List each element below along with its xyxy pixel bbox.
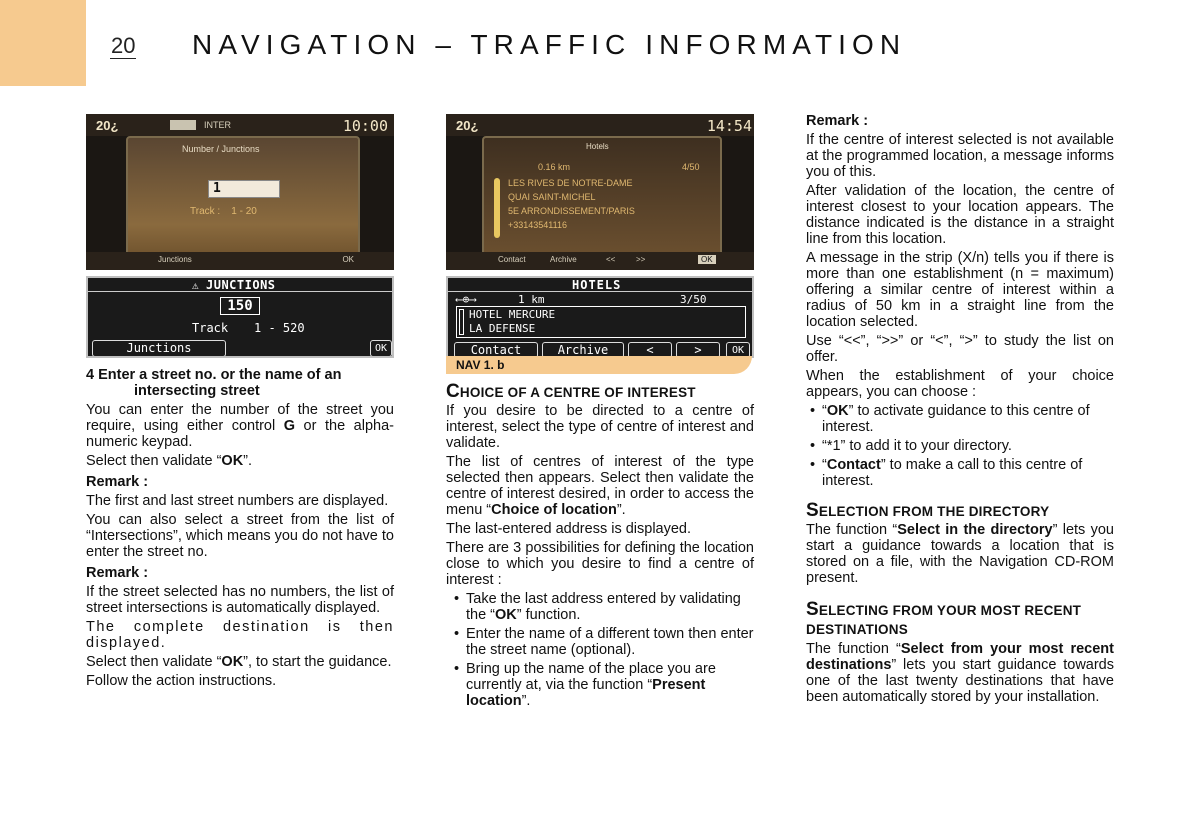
distance-text: 0.16 km — [538, 162, 571, 172]
section-heading: SELECTION FROM THE DIRECTORY — [806, 500, 1050, 521]
paragraph: When the establishment of your choice appears, you can choose : — [806, 368, 1114, 400]
list-item: • Enter the name of a different town then enter the street name (optional). — [454, 626, 754, 658]
count-text: 4/50 — [682, 162, 700, 172]
paragraph: After validation of the location, the centre of interest closest to your location appears. The distance indicated is the distance in a straight line from this location. — [806, 183, 1114, 247]
results-box[interactable] — [456, 306, 746, 338]
paragraph: Use “<<”, “>>” or “<”, “>” to study the list on offer. — [806, 333, 1114, 365]
result-line: LES RIVES DE NOTRE-DAME — [508, 178, 633, 188]
page-number: 20 — [111, 33, 136, 58]
contact-button[interactable]: Contact — [454, 342, 538, 358]
result-line: QUAI SAINT-MICHEL — [508, 192, 596, 202]
list-item: • “Contact” to make a call to this centre of interest. — [810, 457, 1114, 489]
section-heading: SELECTING FROM YOUR MOST RECENT DESTINATIONS — [806, 599, 1082, 637]
hotels-screen-photo: 20¿ 14:54 Hotels 0.16 km 4/50 LES RIVES DE NOTRE-DAME QUAI SAINT-MICHEL 5E ARRONDISSEMENT/PARIS +33143541116 Contact Archive << >> OK — [446, 114, 754, 270]
contact-soft-button[interactable]: Contact — [498, 255, 526, 264]
junctions-lcd — [86, 276, 394, 358]
distance-text: 1 km — [518, 293, 545, 306]
scrollbar[interactable] — [459, 309, 464, 335]
bullet-list — [454, 591, 754, 709]
archive-button[interactable]: Archive — [542, 342, 624, 358]
list-item: • “*1” to add it to your directory. — [810, 438, 1114, 454]
lcd-title: HOTELS — [572, 278, 622, 292]
paragraph: The function “Select in the directory” lets you start a guidance towards a location that is stored on a file, with the Navigation CD-ROM present. — [806, 522, 1114, 586]
number-field[interactable]: 1 — [208, 180, 280, 198]
paragraph: The first and last street numbers are displayed. — [86, 493, 389, 509]
paragraph: If you desire to be directed to a centre of interest, select the type of centre of interest and validate. — [446, 403, 754, 451]
paragraph: If the street selected has no numbers, the list of street intersections is automatically displayed. — [86, 584, 394, 616]
archive-soft-button[interactable]: Archive — [550, 255, 577, 264]
list-item: • Bring up the name of the place you are currently at, via the function “Present location”. — [454, 661, 754, 709]
paragraph: A message in the strip (X/n) tells you if there is more than one establishment (n = maximum) offering a similar centre of interest within a radius of 50 km in a straight line from the location selected. — [806, 250, 1114, 330]
list-item: • “OK” to activate guidance to this centre of interest. — [810, 403, 1114, 435]
ok-soft-button[interactable]: OK — [342, 255, 354, 264]
junctions-soft-button[interactable]: Junctions — [158, 255, 192, 264]
hotels-lcd — [446, 276, 754, 358]
dialog-title: Hotels — [586, 142, 609, 151]
remark-label: Remark : — [806, 113, 869, 129]
junctions-button[interactable]: Junctions — [92, 340, 226, 357]
paragraph: There are 3 possibilities for defining the location close to which you desire to find a centre of interest : — [446, 540, 754, 588]
prev-button[interactable]: < — [628, 342, 672, 358]
remark-label: Remark : — [86, 474, 149, 490]
ok-button[interactable]: OK — [726, 342, 750, 358]
result-line: LA DEFENSE — [469, 322, 536, 335]
result-line: HOTEL MERCURE — [469, 308, 556, 321]
paragraph: Select then validate “OK”, to start the guidance. — [86, 654, 392, 670]
result-line: +33143541116 — [508, 220, 567, 230]
count-text: 3/50 — [680, 293, 707, 306]
clock-text: 14:54 — [706, 117, 752, 135]
figure-caption: NAV 1. b — [446, 356, 752, 374]
bullet-list — [810, 403, 1114, 489]
warning-icon: ⚠ — [192, 279, 199, 292]
ok-soft-button[interactable]: OK — [698, 255, 716, 264]
next-button[interactable]: > — [676, 342, 720, 358]
step-title: 4 Enter a street no. or the name of an intersecting street — [86, 367, 342, 399]
next-soft-button[interactable]: >> — [636, 255, 646, 264]
track-text: Track : 1 - 20 — [190, 206, 257, 217]
dialog-title: Number / Junctions — [182, 144, 260, 154]
page-title: NAVIGATION – TRAFFIC INFORMATION — [192, 29, 907, 60]
corner-tab — [0, 0, 86, 86]
column-middle — [446, 378, 754, 712]
paragraph: Follow the action instructions. — [86, 673, 277, 689]
track-range: 1 - 520 — [254, 321, 305, 335]
section-heading: CHOICE OF A CENTRE OF INTEREST — [446, 381, 696, 402]
direction-arrow-icon: ⟵⊕⟶ — [456, 293, 476, 306]
paragraph: Select then validate “OK”. — [86, 453, 253, 469]
clock-text: 10:00 — [342, 117, 388, 135]
paragraph: The list of centres of interest of the type selected then appears. Select then validate the centre of interest desired, in order to access the menu “Choice of location”. — [446, 454, 754, 518]
lcd-title: JUNCTIONS — [206, 278, 276, 292]
ok-button[interactable]: OK — [370, 340, 392, 357]
prev-soft-button[interactable]: << — [606, 255, 616, 264]
paragraph: You can also select a street from the list of “Intersections”, which means you do not have to enter the street no. — [86, 512, 394, 560]
column-left — [86, 367, 394, 692]
number-field[interactable]: 150 — [220, 297, 260, 315]
paragraph: The last-entered address is displayed. — [446, 521, 692, 537]
junctions-screen-photo: 20¿ INTER 10:00 Number / Junctions 1 Track : 1 - 20 Junctions OK — [86, 114, 394, 270]
list-item: • Take the last address entered by validating the “OK” function. — [454, 591, 754, 623]
remark-label: Remark : — [86, 565, 149, 581]
paragraph: You can enter the number of the street you require, using either control G or the alpha-numeric keypad. — [86, 402, 394, 450]
paragraph: The function “Select from your most recent destinations” lets you start guidance towards one of the last twenty destinations that have been automatically stored by your installation. — [806, 641, 1114, 705]
paragraph: If the centre of interest selected is not available at the programmed location, a message informs you of this. — [806, 132, 1114, 180]
paragraph: The complete destination is then displayed. — [86, 619, 394, 651]
column-right — [806, 113, 1114, 708]
track-label: Track — [192, 321, 229, 335]
result-line: 5E ARRONDISSEMENT/PARIS — [508, 206, 635, 216]
